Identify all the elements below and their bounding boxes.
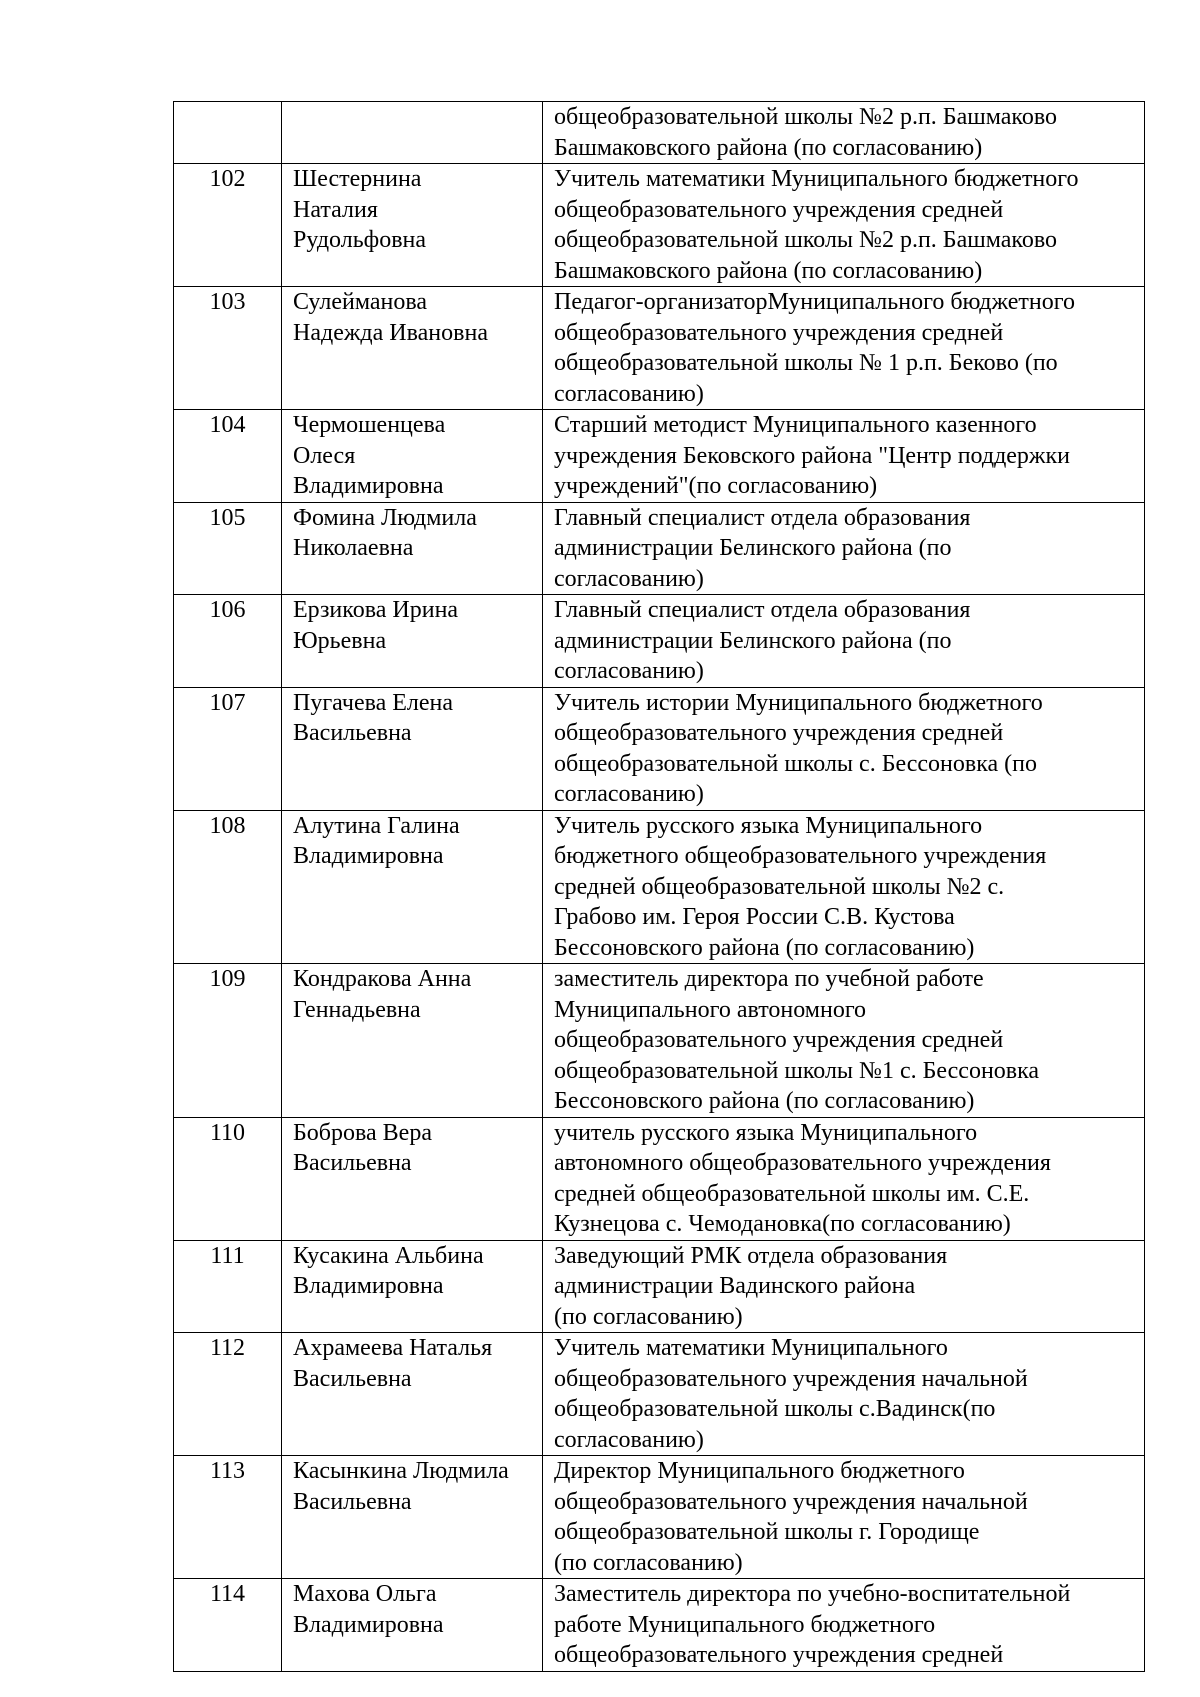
person-position: Учитель математики Муниципального общеобразовательного учреждения начальной общеобразовательной школы с.Вадинск(по согласованию) [543, 1333, 1145, 1456]
row-number [174, 102, 282, 164]
table-row [174, 102, 1145, 164]
person-name: Махова Ольга Владимировна [282, 1579, 543, 1672]
person-name: Кусакина Альбина Владимировна [282, 1240, 543, 1333]
row-number: 111 [174, 1240, 282, 1333]
personnel-table-body [174, 102, 1145, 1672]
table-row [174, 164, 1145, 287]
person-position: учитель русского языка Муниципального автономного общеобразовательного учреждения средней общеобразовательной школы им. С.Е. Кузнецова с. Чемодановка(по согласованию) [543, 1117, 1145, 1240]
person-position: Заместитель директора по учебно-воспитательной работе Муниципального бюджетного общеобразовательного учреждения средней [543, 1579, 1145, 1672]
person-position: Учитель математики Муниципального бюджетного общеобразовательного учреждения средней общеобразовательной школы №2 р.п. Башмаково Башмаковского района (по согласованию) [543, 164, 1145, 287]
person-position: Главный специалист отдела образования администрации Белинского района (по согласованию) [543, 595, 1145, 688]
table-row [174, 1579, 1145, 1672]
table-row [174, 1240, 1145, 1333]
person-position: общеобразовательной школы №2 р.п. Башмаково Башмаковского района (по согласованию) [543, 102, 1145, 164]
person-name: Кондракова Анна Геннадьевна [282, 964, 543, 1118]
person-name: Алутина Галина Владимировна [282, 810, 543, 964]
table-row [174, 287, 1145, 410]
person-name: Боброва Вера Васильевна [282, 1117, 543, 1240]
person-name: Ерзикова Ирина Юрьевна [282, 595, 543, 688]
person-position: Педагог-организаторМуниципального бюджетного общеобразовательного учреждения средней общеобразовательной школы № 1 р.п. Беково (по согласованию) [543, 287, 1145, 410]
person-name: Шестернина Наталия Рудольфовна [282, 164, 543, 287]
person-position: Учитель истории Муниципального бюджетного общеобразовательного учреждения средней общеобразовательной школы с. Бессоновка (по согласованию) [543, 687, 1145, 810]
person-name: Ахрамеева Наталья Васильевна [282, 1333, 543, 1456]
person-name: Касынкина Людмила Васильевна [282, 1456, 543, 1579]
row-number: 102 [174, 164, 282, 287]
row-number: 108 [174, 810, 282, 964]
row-number: 112 [174, 1333, 282, 1456]
person-position: Главный специалист отдела образования администрации Белинского района (по согласованию) [543, 502, 1145, 595]
person-position: Директор Муниципального бюджетного общеобразовательного учреждения начальной общеобразовательной школы г. Городище (по согласованию) [543, 1456, 1145, 1579]
row-number: 114 [174, 1579, 282, 1672]
person-name: Фомина Людмила Николаевна [282, 502, 543, 595]
row-number: 106 [174, 595, 282, 688]
person-position: Старший методист Муниципального казенного учреждения Бековского района "Центр поддержки учреждений"(по согласованию) [543, 410, 1145, 503]
table-row [174, 595, 1145, 688]
person-name: Сулейманова Надежда Ивановна [282, 287, 543, 410]
person-position: Учитель русского языка Муниципального бюджетного общеобразовательного учреждения средней общеобразовательной школы №2 с. Грабово им. Героя России С.В. Кустова Бессоновского района (по согласованию) [543, 810, 1145, 964]
personnel-table [173, 101, 1145, 1672]
table-row [174, 1456, 1145, 1579]
table-row [174, 810, 1145, 964]
row-number: 109 [174, 964, 282, 1118]
table-row [174, 1333, 1145, 1456]
person-name: Пугачева Елена Васильевна [282, 687, 543, 810]
row-number: 105 [174, 502, 282, 595]
row-number: 104 [174, 410, 282, 503]
table-row [174, 502, 1145, 595]
row-number: 103 [174, 287, 282, 410]
table-row [174, 687, 1145, 810]
table-row [174, 964, 1145, 1118]
person-position: заместитель директора по учебной работе Муниципального автономного общеобразовательного учреждения средней общеобразовательной школы №1 с. Бессоновка Бессоновского района (по согласованию) [543, 964, 1145, 1118]
row-number: 107 [174, 687, 282, 810]
person-name [282, 102, 543, 164]
table-row [174, 410, 1145, 503]
person-name: Чермошенцева Олеся Владимировна [282, 410, 543, 503]
row-number: 113 [174, 1456, 282, 1579]
row-number: 110 [174, 1117, 282, 1240]
table-row [174, 1117, 1145, 1240]
person-position: Заведующий РМК отдела образования администрации Вадинского района (по согласованию) [543, 1240, 1145, 1333]
